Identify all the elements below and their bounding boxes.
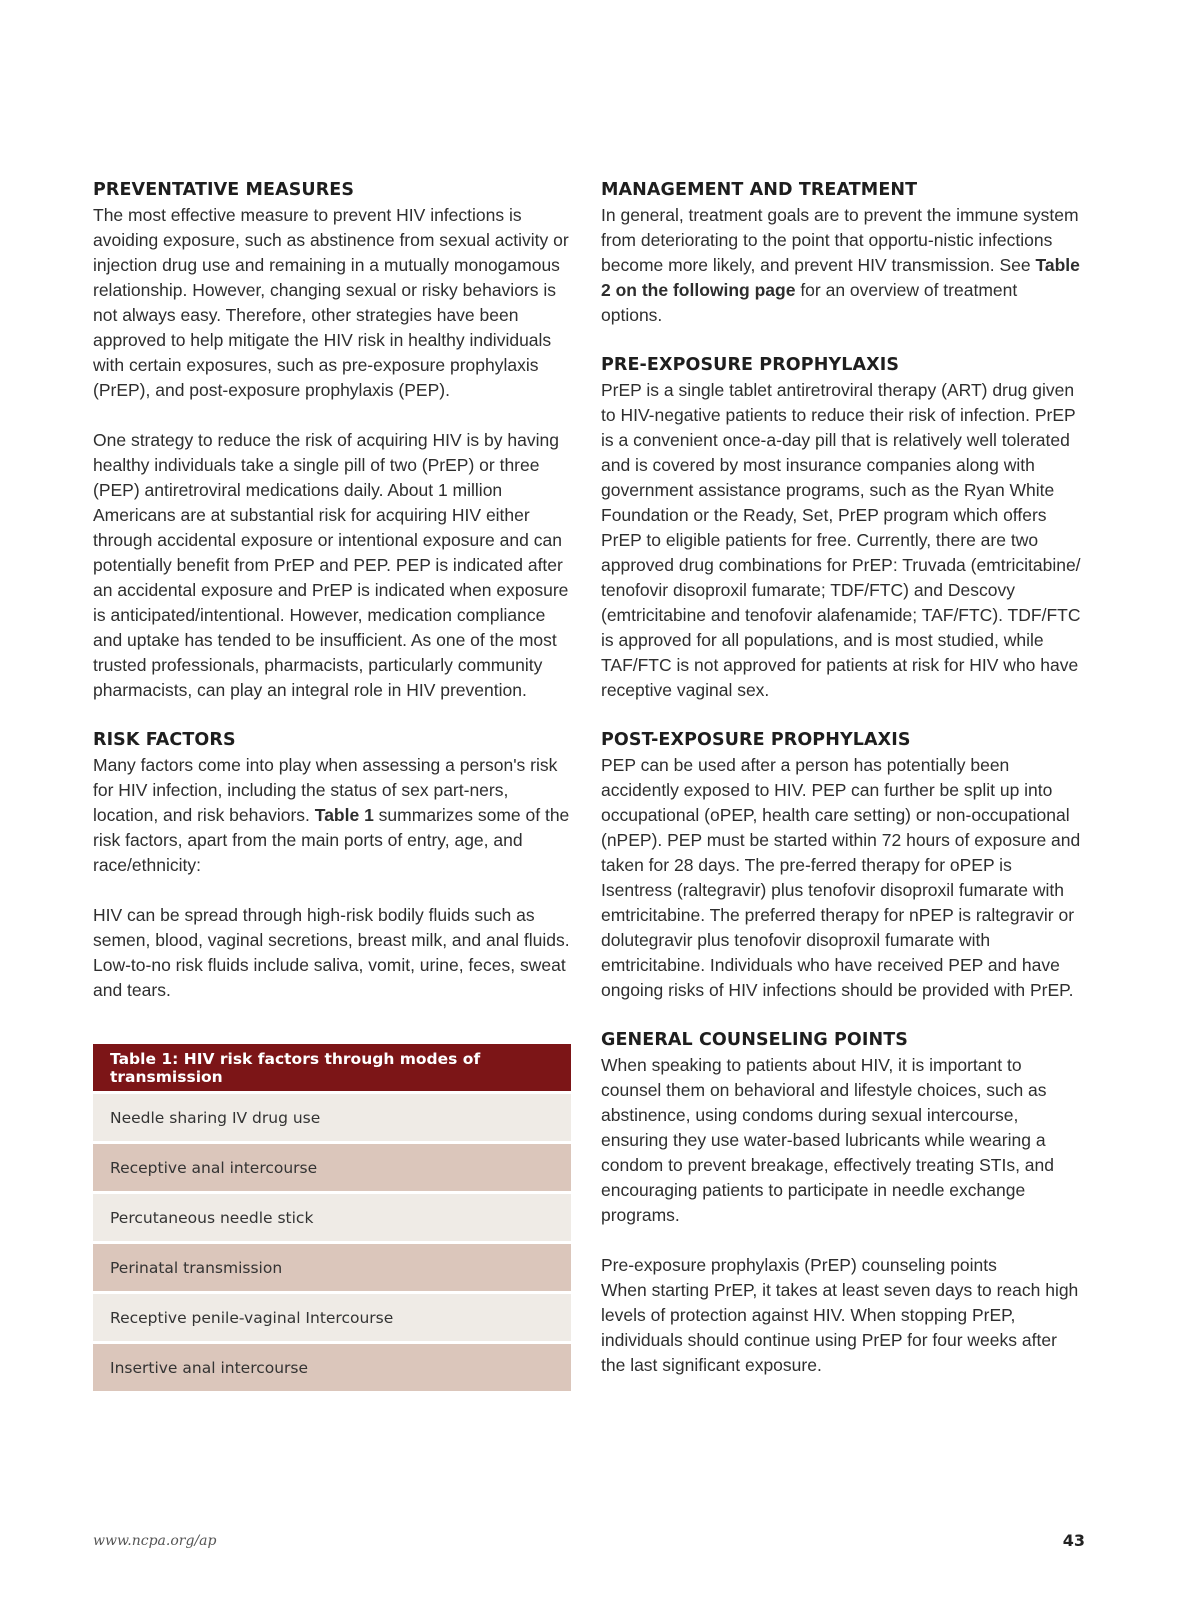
post-exposure-paragraph: PEP can be used after a person has potentially been accidently exposed to HIV. PEP can further be split up into occupational (oPEP, health care setting) or non-occupational (nPEP). PEP must be started within 72 hours of exposure and taken for 28 days. The pre-ferred therapy for oPEP is Isentress (raltegravir) plus tenofovir disoproxil fumarate with emtricitabine. The preferred therapy for nPEP is raltegravir or dolutegravir plus tenofovir disoproxil fumarate with emtricitabine. Individuals who have received PEP and have ongoing risks of HIV infections should be provided with PrEP. [601,755,1081,1000]
left-column [93,178,573,1394]
page-number: 43 [1062,1531,1085,1550]
prep-counseling-text: When starting PrEP, it takes at least seven days to reach high levels of protection against HIV. When stopping PrEP, individuals should continue using PrEP for four weeks after the last significant exposure. [601,1280,1079,1375]
management-text-a: In general, treatment goals are to prevent the immune system from deteriorating to the point that opportu-nistic infections become more likely, and prevent HIV transmission. See [601,205,1079,275]
risk-factors-table [90,1041,574,1394]
table-title: Table 1: HIV risk factors through modes of transmission [93,1044,571,1091]
table-row [93,1094,571,1141]
footer-url: www.ncpa.org/ap [93,1533,217,1549]
table-cell: Receptive anal intercourse [93,1144,571,1191]
risk-factors-paragraph-2: HIV can be spread through high-risk bodily fluids such as semen, blood, vaginal secretions, breast milk, and anal fluids. Low-to-no risk fluids include saliva, vomit, urine, feces, sweat and tears. [93,905,570,1000]
pre-exposure-paragraph: PrEP is a single tablet antiretroviral therapy (ART) drug given to HIV-negative patients to reduce their risk of infection. PrEP is a convenient once-a-day pill that is relatively well tolerated and is covered by most insurance companies along with government assistance programs, such as the Ryan White Foundation or the Ready, Set, PrEP program which offers PrEP to eligible patients for free. Currently, there are two approved drug combinations for PrEP: Truvada (emtricitabine/ tenofovir disoproxil fumarate; TDF/FTC) and Descovy (emtricitabine and tenofovir alafenamide; TAF/FTC). TDF/FTC is approved for all populations, and is most studied, while TAF/FTC is not approved for patients at risk for HIV who have receptive vaginal sex. [601,380,1081,700]
table-row [93,1294,571,1341]
table-cell: Receptive penile-vaginal Intercourse [93,1294,571,1341]
preventative-measures-paragraph-2: One strategy to reduce the risk of acquiring HIV is by having healthy individuals take a single pill of two (PrEP) or three (PEP) antiretroviral medications daily. About 1 million Americans are at substantial risk for acquiring HIV either through accidental exposure or intentional exposure and can potentially benefit from PrEP and PEP. PEP is indicated after an accidental exposure and PrEP is indicated when exposure is anticipated/intentional. However, medication compliance and uptake has tended to be insufficient. As one of the most trusted professionals, pharmacists, particularly community pharmacists, can play an integral role in HIV prevention. [93,430,569,700]
right-column [601,178,1083,1378]
table-cell: Perinatal transmission [93,1244,571,1291]
preventative-measures-heading: PREVENTATIVE MEASURES [93,180,355,200]
table-row [93,1144,571,1191]
prep-counseling-subtitle: Pre-exposure prophylaxis (PrEP) counseling points [601,1255,997,1275]
counseling-paragraph-2 [601,1253,1083,1378]
table-row [93,1344,571,1391]
table-2-reference: Table 2 on the following page [601,255,1080,300]
management-text-b: for an overview of treatment options. [601,280,1018,325]
management-treatment-paragraph [601,203,1083,328]
table-cell: Needle sharing IV drug use [93,1094,571,1141]
table-cell: Insertive anal intercourse [93,1344,571,1391]
table-cell: Percutaneous needle stick [93,1194,571,1241]
counseling-heading: GENERAL COUNSELING POINTS [601,1030,908,1050]
preventative-measures-paragraph-1: The most effective measure to prevent HIV infections is avoiding exposure, such as abstinence from sexual activity or injection drug use and remaining in a mutually monogamous relationship. However, changing sexual or risky behaviors is not always easy. Therefore, other strategies have been approved to help mitigate the HIV risk in healthy individuals with certain exposures, such as pre-exposure prophylaxis (PrEP), and post-exposure prophylaxis (PEP). [93,205,569,400]
counseling-paragraph-1: When speaking to patients about HIV, it is important to counsel them on behavioral and lifestyle choices, such as abstinence, using condoms during sexual intercourse, ensuring they use water-based lubricants while wearing a condom to prevent breakage, effectively treating STIs, and encouraging patients to participate in needle exchange programs. [601,1055,1054,1225]
table-row [93,1244,571,1291]
risk-factors-text-a: Many factors come into play when assessing a person's risk for HIV infection, including the status of sex part-ners, location, and risk behaviors. [93,755,558,825]
table-row [93,1194,571,1241]
pre-exposure-heading: PRE-EXPOSURE PROPHYLAXIS [601,355,900,375]
management-treatment-heading: MANAGEMENT AND TREATMENT [601,180,918,200]
table-1-reference: Table 1 [314,805,374,825]
risk-factors-paragraph-1 [93,753,573,878]
post-exposure-heading: POST-EXPOSURE PROPHYLAXIS [601,730,911,750]
risk-factors-text-b: summarizes some of the risk factors, apart from the main ports of entry, age, and race/ethnicity: [93,805,570,875]
risk-factors-heading: RISK FACTORS [93,730,236,750]
